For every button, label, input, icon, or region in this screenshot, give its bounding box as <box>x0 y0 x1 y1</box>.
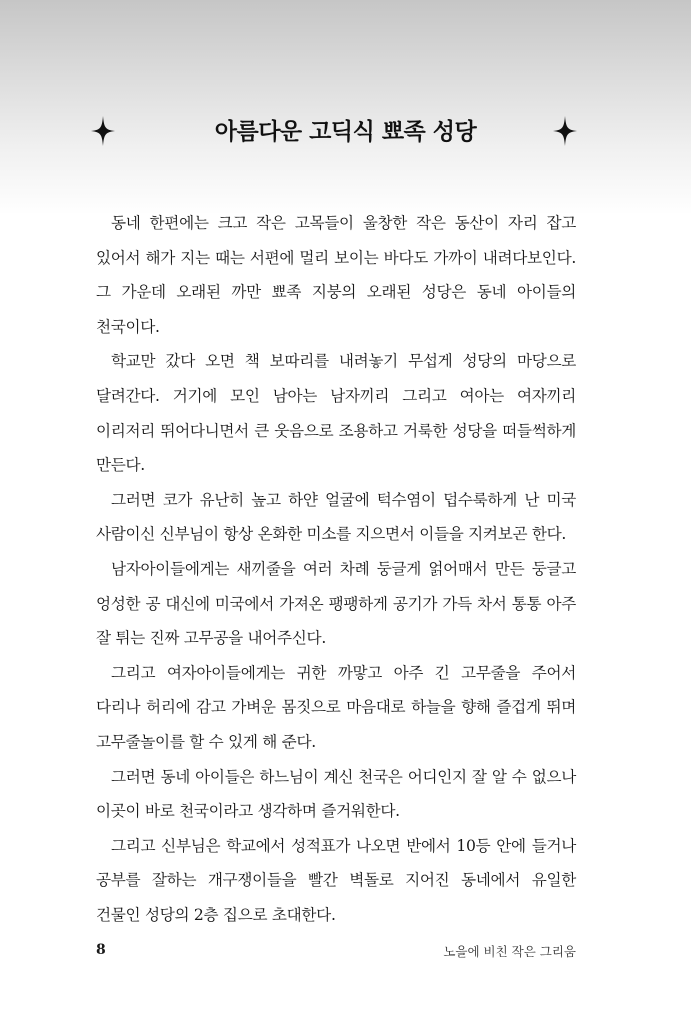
four-point-star-icon <box>553 116 577 146</box>
body-text <box>96 206 576 932</box>
paragraph: 남자아이들에게는 새끼줄을 여러 차례 둥글게 얽어매서 만든 둥글고 엉성한 공 대신에 미국에서 가져온 팽팽하게 공기가 가득 차서 통통 아주 잘 튀는 진짜 고무공을 내어주신다. <box>96 559 576 648</box>
chapter-title: 아름다운 고딕식 뾰족 성당 <box>214 119 477 145</box>
header-background <box>0 0 691 215</box>
paragraph: 동네 한편에는 크고 작은 고목들이 울창한 작은 동산이 자리 잡고 있어서 해가 지는 때는 서편에 멀리 보이는 바다도 가까이 내려다보인다. 그 가운데 오래된 까만 뾰족 지붕의 오래된 성당은 동네 아이들의 천국이다. <box>96 214 576 336</box>
paragraph: 그러면 동네 아이들은 하느님이 계신 천국은 어디인지 잘 알 수 없으나 이곳이 바로 천국이라고 생각하며 즐거워한다. <box>96 767 576 821</box>
paragraph: 그리고 여자아이들에게는 귀한 까맣고 아주 긴 고무줄을 주어서 다리나 허리에 감고 가벼운 몸짓으로 마음대로 하늘을 향해 즐겁게 뛰며 고무줄놀이를 할 수 있게 해 준다. <box>96 663 576 751</box>
paragraph: 그리고 신부님은 학교에서 성적표가 나오면 반에서 10등 안에 들거나 공부를 잘하는 개구쟁이들을 빨간 벽돌로 지어진 동네에서 유일한 건물인 성당의 2층 집으로 초대한다. <box>96 836 576 924</box>
page-number: 8 <box>96 942 106 958</box>
paragraph: 그러면 코가 유난히 높고 하얀 얼굴에 턱수염이 덥수룩하게 난 미국 사람이신 신부님이 항상 온화한 미소를 지으면서 이들을 지켜보곤 한다. <box>96 490 576 544</box>
page-footer <box>96 942 576 966</box>
running-book-title: 노을에 비친 작은 그리움 <box>443 944 576 959</box>
paragraph: 학교만 갔다 오면 책 보따리를 내려놓기 무섭게 성당의 마당으로 달려간다. 거기에 모인 남아는 남자끼리 그리고 여아는 여자끼리 이리저리 뛰어다니면서 큰 웃음으로 조용하고 거룩한 성당을 떠들썩하게 만든다. <box>96 352 576 475</box>
